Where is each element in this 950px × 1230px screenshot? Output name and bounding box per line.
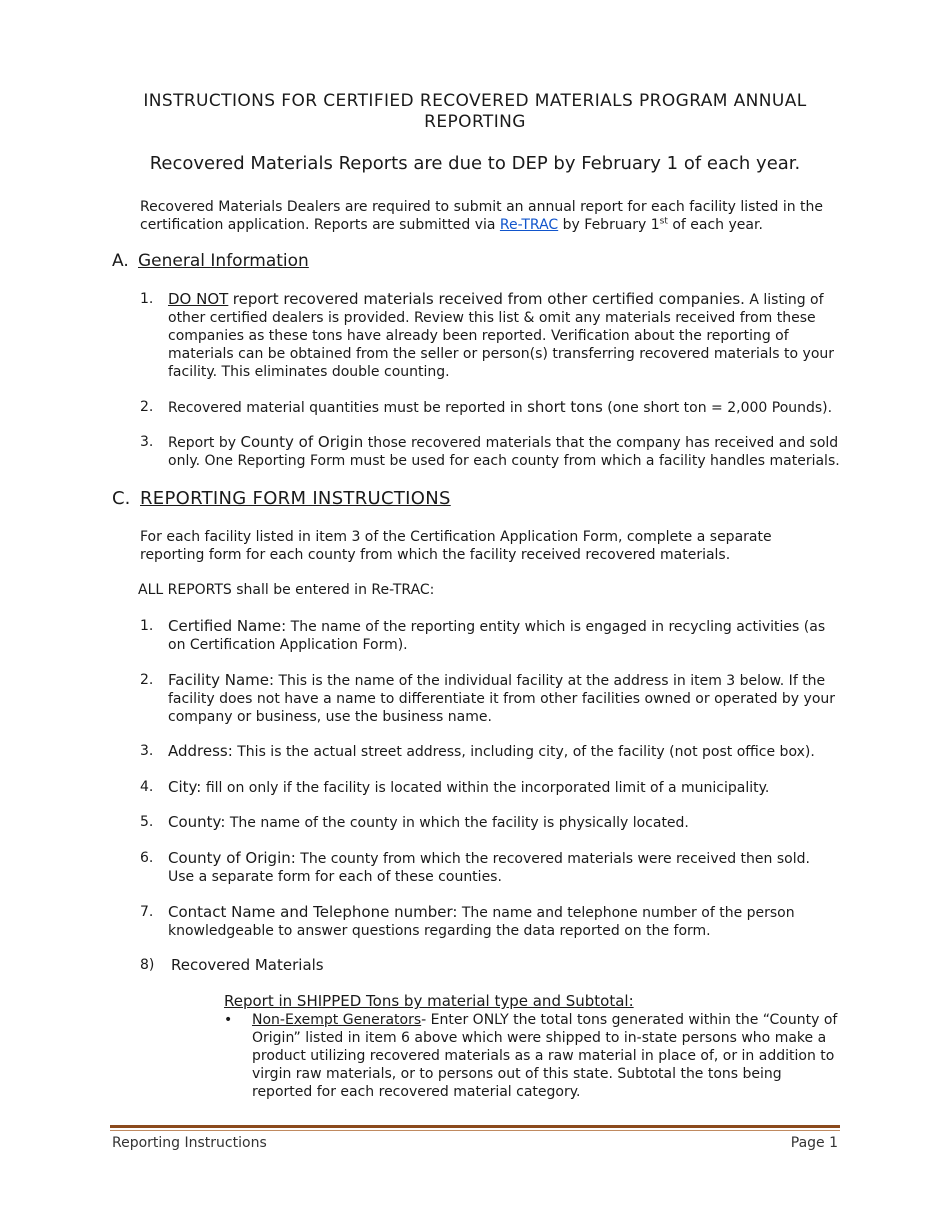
list-number: 8): [140, 957, 155, 973]
non-exempt-generators-bullet: [252, 1011, 840, 1101]
item-text: (one short ton = 2,000 Pounds).: [607, 400, 833, 416]
do-not-emphasis: DO NOT: [168, 290, 229, 308]
item-text: A listing of other certified dealers is provided. Review this list & omit any materials received from these companies as these tons have already been reported. Verification about the reporting of materials can be obtained from the seller or person(s) transferring recovered materials to your facility. This eliminates double counting.: [168, 292, 835, 380]
recovered-materials-label: Recovered Materials: [171, 956, 324, 974]
footer-rule: [110, 1125, 840, 1128]
reporting-item-address: [168, 742, 840, 761]
intro-text-after-link: by February 1: [562, 217, 660, 233]
section-a-letter: A.: [112, 251, 129, 271]
bullet-text: - Enter ONLY the total tons generated within the “County of Origin” listed in item 6 above which were shipped to in-state persons who make a product utilizing recovered materials as a raw material in place of, or in addition to virgin raw materials, or to persons out of this state. Subtotal the tons being reported for each recovered material category.: [252, 1012, 838, 1100]
list-number: 1.: [140, 618, 154, 634]
section-a-item-3: [168, 433, 840, 470]
intro-text: Recovered Materials Dealers are required to submit an annual report for each facility listed in the certification application. Reports are submitted via: [140, 199, 824, 233]
list-number: 3.: [140, 743, 154, 759]
page-number: Page 1: [790, 1135, 838, 1151]
superscript: st: [659, 216, 668, 227]
bullet-label: Non-Exempt Generators: [252, 1012, 422, 1028]
item-text: The name and telephone number of the person knowledgeable to answer questions regarding the data reported on the form.: [168, 905, 795, 939]
item-text: This is the actual street address, including city, of the facility (not post office box).: [237, 744, 815, 760]
section-c-heading: REPORTING FORM INSTRUCTIONS: [140, 488, 451, 509]
item-text: those recovered materials that the company has received and sold only. One Reporting Form must be used for each county from which a facility handles materials.: [168, 435, 840, 469]
section-a-item-1: [168, 290, 840, 381]
list-number: 3.: [140, 434, 154, 450]
item-text: The name of the county in which the facility is physically located.: [229, 815, 689, 831]
item-label: Address:: [168, 742, 233, 760]
shipped-tons-heading: Report in SHIPPED Tons by material type and Subtotal:: [224, 992, 634, 1010]
page-title: INSTRUCTIONS FOR CERTIFIED RECOVERED MATERIALS PROGRAM ANNUAL REPORTING: [143, 91, 807, 132]
list-number: 5.: [140, 814, 154, 830]
item-label: Facility Name:: [168, 671, 275, 689]
intro-paragraph: [140, 198, 840, 234]
list-number: 4.: [140, 779, 154, 795]
item-label: City:: [168, 778, 202, 796]
item-label: Contact Name and Telephone number:: [168, 903, 458, 921]
bullet-icon: •: [224, 1012, 233, 1028]
item-text: This is the name of the individual facility at the address in item 3 below. If the facility does not have a name to differentiate it from other facilities owned or operated by your company or business, use the business name.: [168, 673, 836, 725]
reporting-item-contact: [168, 903, 840, 940]
reporting-item-county: [168, 813, 840, 832]
all-reports-note: ALL REPORTS shall be entered in Re-TRAC:: [138, 582, 435, 598]
item-text: The name of the reporting entity which is engaged in recycling activities (as on Certification Application Form).: [168, 619, 826, 653]
footer-rule-thin: [110, 1130, 840, 1131]
section-a-item-2: [168, 398, 840, 417]
section-c-intro: For each facility listed in item 3 of the Certification Application Form, complete a separate reporting form for each county from which the facility received recovered materials.: [140, 529, 772, 563]
retrac-link[interactable]: Re-TRAC: [499, 217, 559, 233]
reporting-item-city: [168, 778, 840, 797]
section-a-heading: General Information: [138, 251, 309, 271]
list-number: 2.: [140, 399, 154, 415]
item-text: Recovered material quantities must be reported in: [168, 400, 523, 416]
list-number: 1.: [140, 291, 154, 307]
list-number: 7.: [140, 904, 154, 920]
reporting-item-facility-name: [168, 671, 840, 726]
item-label: County:: [168, 813, 226, 831]
reporting-item-certified-name: [168, 617, 840, 654]
item-text: fill on only if the facility is located within the incorporated limit of a municipality.: [205, 780, 770, 796]
item-label: Certified Name:: [168, 617, 287, 635]
item-label: County of Origin:: [168, 849, 296, 867]
item-emphasis: report recovered materials received from other certified companies.: [232, 290, 745, 308]
list-number: 2.: [140, 672, 154, 688]
item-text: The county from which the recovered materials were received then sold. Use a separate form for each of these counties.: [168, 851, 810, 885]
section-c-letter: C.: [112, 488, 131, 509]
due-notice: Recovered Materials Reports are due to DEP by February 1 of each year.: [149, 153, 801, 174]
footer-title: Reporting Instructions: [112, 1135, 267, 1151]
intro-text-end: of each year.: [672, 217, 763, 233]
list-number: 6.: [140, 850, 154, 866]
item-text: Report by: [168, 435, 237, 451]
item-emphasis: County of Origin: [240, 433, 364, 451]
reporting-item-county-of-origin: [168, 849, 840, 886]
item-emphasis: short tons: [527, 398, 603, 416]
